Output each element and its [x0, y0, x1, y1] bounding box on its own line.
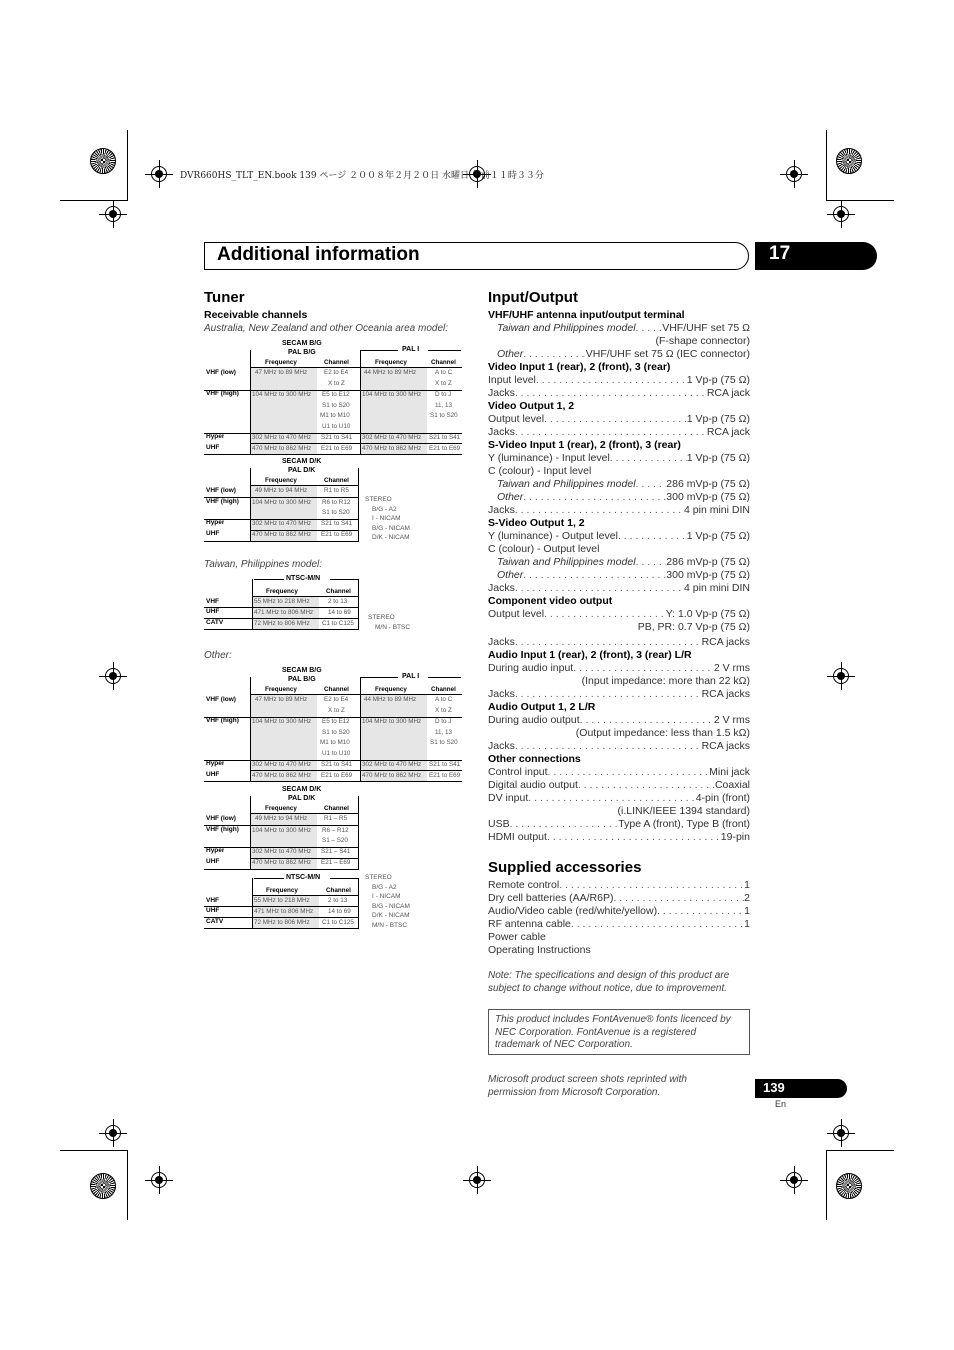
col-channel: Channel: [431, 359, 456, 366]
spec-text: M1 to M10: [320, 412, 350, 419]
list-item: [488, 879, 750, 892]
spec-text: S21 to S41: [321, 520, 353, 527]
spec-text: 49 MHz to 94 MHz: [255, 815, 308, 822]
spec-text: 2: [744, 892, 750, 904]
spec-text: UHF: [206, 771, 220, 778]
registration-mark: [145, 1166, 173, 1194]
spec-text: 470 MHz to 862 MHz: [252, 445, 312, 452]
spec-text: S1 to S20: [430, 739, 458, 746]
spec-text: B/G - A2: [372, 505, 397, 513]
accessories-list: [488, 879, 750, 957]
spec-text: E21 to E69: [429, 772, 461, 779]
spec-text: B/G - A2: [372, 883, 397, 891]
spec-text: Channel: [324, 805, 349, 812]
col-channel: Channel: [324, 359, 349, 366]
spec-text: 4 pin mini DIN: [684, 504, 750, 516]
spec-text: 1 Vp-p (75 Ω): [686, 374, 750, 386]
spec-text: PAL D/K: [288, 467, 316, 474]
spec-text: 302 MHz to 470 MHz: [252, 761, 312, 768]
table-other-ntsc: [204, 874, 362, 929]
spec-text: 72 MHz to 806 MHz: [254, 620, 310, 627]
spec-text: 1: [744, 879, 750, 891]
spec-text: CATV: [206, 619, 224, 626]
spec-text: D/K - NICAM: [372, 534, 410, 541]
spec-text: R6 – R12: [322, 827, 349, 834]
spec-text: 47 MHz to 89 MHz: [255, 369, 308, 376]
spec-text: VHF: [206, 598, 219, 605]
page-number: 139: [763, 1080, 785, 1095]
spec-text: 302 MHz to 470 MHz: [252, 434, 312, 441]
spec-text: A to C: [435, 369, 453, 376]
table-other-secam-pal: [204, 667, 462, 782]
color-rose-mark-tr: [836, 148, 862, 174]
spec-text: Hyper: [206, 847, 225, 854]
spec-text: Output level: [488, 608, 545, 620]
spec-text: S21 to S41: [429, 434, 461, 441]
spec-text: SECAM D/K: [282, 458, 322, 465]
spec-text: RCA jack: [706, 426, 750, 438]
hdr-pal-bg: PAL B/G: [288, 349, 316, 356]
spec-text: X to Z: [328, 380, 345, 387]
spec-text: During audio input: [488, 662, 574, 674]
spec-text: A to C: [435, 696, 453, 703]
spec-text: PB, PR: 0.7 Vp-p (75 Ω): [637, 621, 750, 633]
spec-text: 470 MHz to 862 MHz: [252, 531, 312, 538]
tuner-heading: Tuner: [204, 289, 245, 306]
spec-text: 44 MHz to 89 MHz: [364, 696, 417, 703]
spec-text: USB: [488, 818, 510, 830]
spec-text: E2 to E4: [324, 696, 349, 703]
spec-text: S1 to S20: [322, 402, 350, 409]
taiwan-model-caption: Taiwan, Philippines model:: [204, 559, 323, 570]
row-label: VHF (high): [206, 390, 239, 397]
spec-text: SECAM D/K: [282, 786, 322, 793]
spec-text: NTSC-M/N: [286, 874, 321, 881]
spec-text: S21 to S41: [429, 761, 461, 768]
spec-text: 19-pin: [720, 831, 750, 843]
spec-text: RCA jacks: [701, 636, 750, 648]
crop-line: [826, 130, 827, 200]
spec-text: STEREO: [365, 496, 392, 503]
spec-text: S-Video Output 1, 2: [488, 517, 585, 529]
table-aus-secam-pal: [204, 340, 462, 455]
spec-text: Audio Input 1 (rear), 2 (front), 3 (rear) L/R: [488, 649, 692, 661]
spec-text: 55 MHz to 218 MHz: [254, 598, 310, 605]
spec-text: PAL I: [402, 673, 420, 680]
spec-text: 302 MHz to 470 MHz: [252, 848, 312, 855]
sound-system-notes: [365, 495, 410, 543]
spec-text: (Output impedance: less than 1.5 kΩ): [575, 727, 750, 739]
spec-text: 470 MHz to 862 MHz: [252, 859, 312, 866]
spec-text: Digital audio output: [488, 779, 578, 791]
spec-text: C1 to C125: [322, 919, 354, 926]
registration-mark: [463, 1166, 491, 1194]
spec-text: 104 MHz to 300 MHz: [252, 391, 312, 398]
crop-line: [60, 1150, 128, 1151]
spec-text: Output level: [488, 413, 545, 425]
spec-text: 286 mVp-p (75 Ω): [666, 556, 750, 568]
spec-text: 104 MHz to 300 MHz: [252, 499, 312, 506]
spec-text: 470 MHz to 862 MHz: [362, 445, 422, 452]
spec-text: R1 to R5: [324, 487, 349, 494]
spec-text: UHF: [206, 858, 220, 865]
sound-system-notes: [368, 613, 410, 632]
spec-text: S-Video Input 1 (rear), 2 (front), 3 (rear): [488, 439, 681, 451]
spec-text: 302 MHz to 470 MHz: [362, 434, 422, 441]
spec-text: D to J: [435, 718, 452, 725]
spec-text: D to J: [435, 391, 452, 398]
spec-text: VHF (low): [206, 815, 236, 822]
spec-text: E21 to E69: [429, 445, 461, 452]
color-rose-mark-tl: [90, 148, 116, 174]
crop-line: [826, 1150, 827, 1220]
spec-text: Hyper: [206, 760, 225, 767]
spec-text: Remote control: [488, 879, 560, 891]
spec-text: Other connections: [488, 753, 581, 765]
spec-text: S21 – S41: [321, 848, 351, 855]
spec-text: Jacks: [488, 636, 515, 648]
spec-text: 302 MHz to 470 MHz: [252, 520, 312, 527]
spec-text: STEREO: [365, 874, 392, 881]
spec-text: Other: [497, 569, 524, 581]
row-label: VHF (low): [206, 369, 236, 376]
spec-text: 300 mVp-p (75 Ω): [666, 491, 750, 503]
spec-text: 104 MHz to 300 MHz: [252, 718, 312, 725]
list-item: Power cable: [488, 931, 546, 943]
spec-text: Channel: [431, 686, 456, 693]
spec-text: SECAM B/G: [282, 667, 322, 674]
row-label: UHF: [206, 444, 220, 451]
spec-text: Jacks: [488, 582, 515, 594]
color-rose-mark-br: [836, 1173, 862, 1199]
spec-text: Channel: [326, 887, 351, 894]
input-output-heading: Input/Output: [488, 289, 578, 306]
spec-text: 104 MHz to 300 MHz: [362, 718, 422, 725]
spec-text: 49 MHz to 94 MHz: [255, 487, 308, 494]
spec-text: Jacks: [488, 387, 515, 399]
spec-text: S1 to S20: [430, 412, 458, 419]
spec-text: (F-shape connector): [655, 335, 750, 347]
spec-text: Y: 1.0 Vp-p (75 Ω): [665, 608, 750, 620]
color-rose-mark-bl: [90, 1173, 116, 1199]
spec-text: Video Input 1 (rear), 2 (front), 3 (rear): [488, 361, 671, 373]
table-aus-secam-dk: [204, 458, 364, 542]
registration-mark: [827, 662, 855, 690]
spec-text: M/N - BTSC: [375, 623, 411, 631]
spec-text: Frequency: [266, 887, 298, 894]
spec-text: C1 to C125: [322, 620, 354, 627]
spec-text: Mini jack: [709, 766, 750, 778]
spec-text: VHF (low): [206, 487, 236, 494]
spec-text: (Input impedance: more than 22 kΩ): [581, 675, 750, 687]
spec-text: Dry cell batteries (AA/R6P): [488, 892, 614, 904]
spec-text: 1 Vp-p (75 Ω): [686, 413, 750, 425]
spec-text: R1 – R5: [324, 815, 348, 822]
page-number-tab: [755, 1079, 847, 1098]
spec-text: 1: [744, 918, 750, 930]
spec-text: Input level: [488, 374, 536, 386]
spec-text: I - NICAM: [372, 893, 401, 900]
spec-text: RCA jack: [706, 387, 750, 399]
sound-system-notes: [365, 873, 410, 930]
crop-line: [826, 1150, 894, 1151]
spec-text: RCA jacks: [701, 740, 750, 752]
spec-text: Jacks: [488, 688, 515, 700]
spec-text: M/N - BTSC: [372, 921, 408, 929]
spec-text: Channel: [326, 588, 351, 595]
spec-text: VHF (high): [206, 498, 239, 505]
spec-text: Taiwan and Philippines model: [497, 322, 636, 334]
list-item: [488, 918, 750, 931]
row-label: Hyper: [206, 433, 225, 440]
spec-text: UHF: [206, 608, 220, 615]
spec-text: UHF: [206, 530, 220, 537]
spec-text: 14 to 69: [328, 908, 351, 915]
spec-text: Type A (front), Type B (front): [618, 818, 750, 830]
spec-text: PAL D/K: [288, 795, 316, 802]
chapter-title: Additional information: [217, 244, 420, 265]
registration-mark: [827, 1119, 855, 1147]
spec-text: 2 V rms: [713, 714, 750, 726]
receivable-channels-heading: Receivable channels: [204, 309, 308, 321]
spec-text: 55 MHz to 218 MHz: [254, 897, 310, 904]
spec-text: E21 to E69: [321, 531, 353, 538]
spec-text: S1 to S20: [322, 509, 350, 516]
spec-text: Other: [497, 491, 524, 503]
spec-text: 471 MHz to 806 MHz: [254, 908, 314, 915]
chapter-banner: [204, 242, 749, 270]
spec-text: X to Z: [435, 380, 452, 387]
spec-text: X to Z: [435, 707, 452, 714]
spec-text: 2 to 13: [328, 897, 348, 904]
spec-text: M1 to M10: [320, 739, 350, 746]
spec-text: 470 MHz to 862 MHz: [252, 772, 312, 779]
spec-text: X to Z: [328, 707, 345, 714]
chapter-number: 17: [769, 243, 791, 264]
spec-text: E21 to E69: [321, 772, 353, 779]
spec-text: 286 mVp-p (75 Ω): [666, 478, 750, 490]
spec-text: 2 to 13: [328, 598, 348, 605]
spec-text: Audio Output 1, 2 L/R: [488, 701, 596, 713]
spec-text: S21 to S41: [321, 434, 353, 441]
hdr-secam-bg: SECAM B/G: [282, 340, 322, 347]
spec-text: 471 MHz to 806 MHz: [254, 609, 314, 616]
spec-text: S1 – S20: [322, 837, 348, 844]
spec-text: Taiwan and Philippines model: [497, 478, 636, 490]
spec-text: Frequency: [265, 477, 297, 484]
io-spec-list: [488, 309, 750, 844]
table-taiwan-ntsc: [204, 575, 362, 630]
spec-text: Jacks: [488, 426, 515, 438]
list-item: [488, 905, 750, 918]
microsoft-notice: Microsoft product screen shots reprinted with permission from Microsoft Corporation.: [488, 1074, 687, 1098]
spec-text: 11, 13: [435, 729, 453, 736]
registration-mark: [780, 1166, 808, 1194]
spec-text: E21 to E69: [321, 445, 353, 452]
spec-text: 104 MHz to 300 MHz: [252, 827, 312, 834]
crop-line: [127, 130, 128, 200]
spec-text: 470 MHz to 862 MHz: [362, 772, 422, 779]
spec-text: Other: [497, 348, 524, 360]
spec-text: NTSC-M/N: [286, 575, 321, 582]
supplied-accessories-heading: Supplied accessories: [488, 859, 642, 876]
spec-text: 72 MHz to 806 MHz: [254, 919, 310, 926]
spec-text: VHF (high): [206, 826, 239, 833]
spec-text: B/G - NICAM: [372, 524, 410, 532]
registration-mark: [99, 200, 127, 228]
spec-text: CATV: [206, 918, 224, 925]
spec-text: S1 to S20: [322, 729, 350, 736]
col-frequency: Frequency: [265, 359, 297, 366]
col-frequency: Frequency: [375, 359, 407, 366]
spec-text: VHF/UHF set 75 Ω (IEC connector): [585, 348, 750, 360]
spec-text: Frequency: [265, 686, 297, 693]
spec-text: Jacks: [488, 740, 515, 752]
spec-text: 11, 13: [435, 402, 453, 409]
spec-change-note: Note: The specifications and design of this product are subject to change without notice, due to improvement.: [488, 970, 730, 994]
spec-text: Hyper: [206, 519, 225, 526]
spec-text: 104 MHz to 300 MHz: [362, 391, 422, 398]
spec-text: (i.LINK/IEEE 1394 standard): [617, 805, 750, 817]
crop-line: [127, 1150, 128, 1220]
spec-text: HDMI output: [488, 831, 547, 843]
spec-text: R6 to R12: [322, 499, 351, 506]
spec-text: Taiwan and Philippines model: [497, 556, 636, 568]
page-language: En: [775, 1099, 787, 1109]
spec-text: E5 to E12: [322, 391, 350, 398]
spec-text: 47 MHz to 89 MHz: [255, 696, 308, 703]
spec-text: VHF: [206, 897, 219, 904]
spec-text: Y (luminance) - Input level: [488, 452, 610, 464]
print-header: DVR660HS_TLT_EN.book 139 ページ ２００８年２月２０日 水曜日 午前１１時３３分: [180, 171, 544, 181]
spec-text: VHF (low): [206, 696, 236, 703]
spec-text: VHF (high): [206, 717, 239, 724]
chapter-number-tab: [755, 242, 877, 270]
registration-mark: [99, 1119, 127, 1147]
spec-text: Jacks: [488, 504, 515, 516]
spec-text: 302 MHz to 470 MHz: [362, 761, 422, 768]
hdr-pal-i: PAL I: [402, 346, 420, 353]
spec-text: C (colour) - Input level: [488, 465, 592, 477]
spec-text: Audio/Video cable (red/white/yellow): [488, 905, 658, 917]
crop-line: [826, 200, 894, 201]
spec-text: 300 mVp-p (75 Ω): [666, 569, 750, 581]
spec-text: D/K - NICAM: [372, 912, 410, 919]
spec-text: E2 to E4: [324, 369, 349, 376]
registration-mark: [145, 160, 173, 188]
spec-text: UHF: [206, 907, 220, 914]
spec-text: DV input: [488, 792, 529, 804]
spec-text: E5 to E12: [322, 718, 350, 725]
spec-text: Coaxial: [714, 779, 750, 791]
spec-text: VHF/UHF set 75 Ω: [662, 322, 750, 334]
spec-text: STEREO: [368, 614, 395, 621]
spec-text: Control input: [488, 766, 548, 778]
spec-text: B/G - NICAM: [372, 902, 410, 910]
spec-text: S21 to S41: [321, 761, 353, 768]
spec-text: 4 pin mini DIN: [684, 582, 750, 594]
spec-text: 1 Vp-p (75 Ω): [686, 452, 750, 464]
spec-text: Frequency: [375, 686, 407, 693]
spec-text: U1 to U10: [322, 423, 351, 430]
registration-mark: [827, 200, 855, 228]
spec-text: Frequency: [265, 805, 297, 812]
spec-text: During audio output: [488, 714, 580, 726]
crop-line: [60, 200, 128, 201]
spec-text: 14 to 69: [328, 609, 351, 616]
spec-text: Frequency: [266, 588, 298, 595]
spec-text: U1 to U10: [322, 750, 351, 757]
spec-text: RF antenna cable: [488, 918, 571, 930]
spec-text: Y (luminance) - Output level: [488, 530, 618, 542]
spec-text: 1 Vp-p (75 Ω): [686, 530, 750, 542]
registration-mark: [99, 662, 127, 690]
spec-text: C (colour) - Output level: [488, 543, 600, 555]
spec-text: 4-pin (front): [695, 792, 750, 804]
table-other-secam-dk: [204, 786, 364, 870]
spec-text: Channel: [324, 477, 349, 484]
spec-text: VHF/UHF antenna input/output terminal: [488, 309, 685, 321]
spec-text: Video Output 1, 2: [488, 400, 575, 412]
spec-text: Component video output: [488, 595, 613, 607]
spec-text: I - NICAM: [372, 515, 401, 522]
list-item: Operating Instructions: [488, 944, 591, 956]
spec-text: E21 – E69: [321, 859, 351, 866]
spec-text: PAL B/G: [288, 676, 316, 683]
spec-text: 2 V rms: [713, 662, 750, 674]
aus-model-caption: Australia, New Zealand and other Oceania area model:: [204, 323, 449, 334]
fontavenue-notice: This product includes FontAvenue® fonts licenced by NEC Corporation. FontAvenue is a registered trademark of NEC Corporation.: [488, 1009, 750, 1055]
spec-text: Channel: [324, 686, 349, 693]
spec-text: 1: [744, 905, 750, 917]
registration-mark: [780, 160, 808, 188]
other-model-caption: Other:: [204, 650, 232, 661]
spec-text: 44 MHz to 89 MHz: [364, 369, 417, 376]
spec-text: RCA jacks: [701, 688, 750, 700]
list-item: [488, 892, 750, 905]
